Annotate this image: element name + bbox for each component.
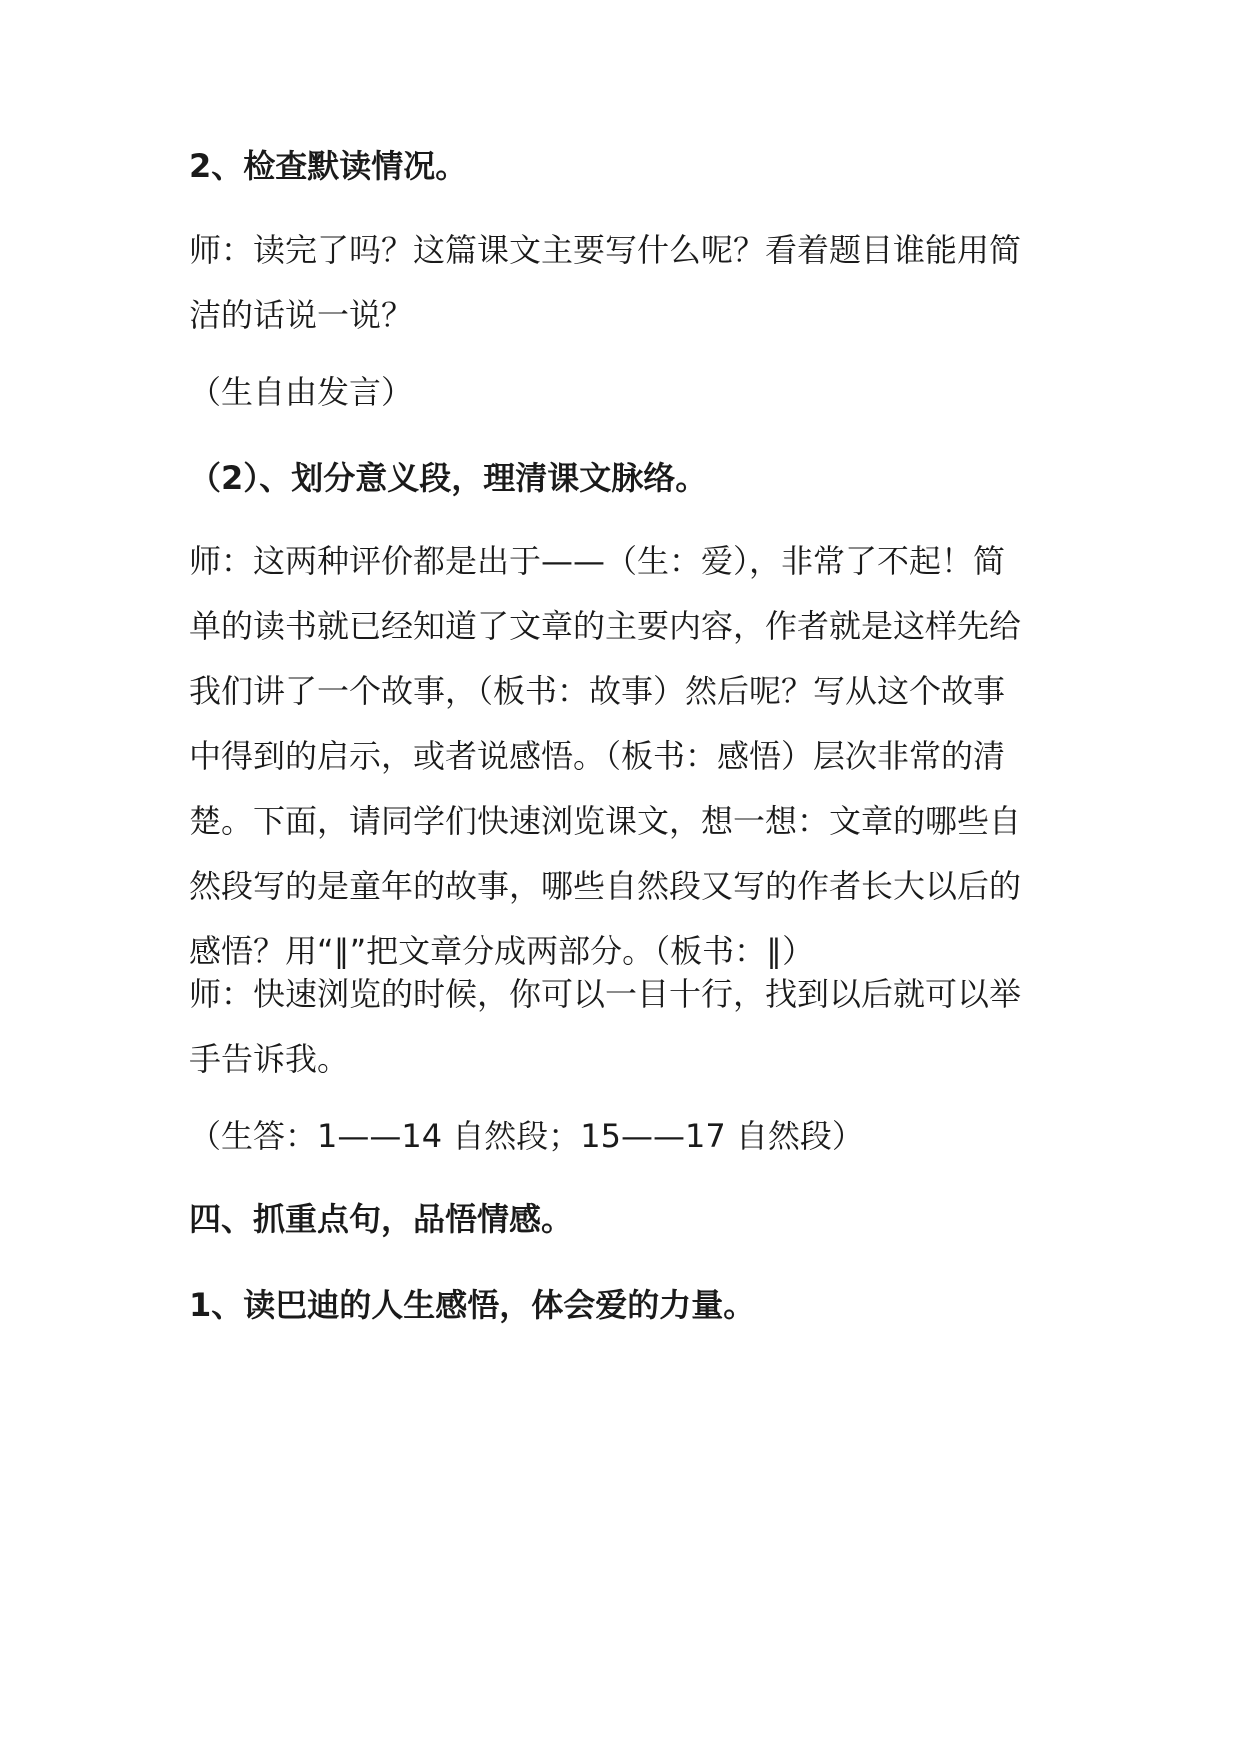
paragraph-line: 单的读书就已经知道了文章的主要内容，作者就是这样先给 bbox=[189, 607, 1022, 645]
teacher-question-1-line: 洁的话说一说？ bbox=[189, 296, 414, 334]
teacher-question-1 bbox=[189, 218, 1069, 348]
paragraph-line: 感悟？用“∥”把文章分成两部分。（板书：∥） bbox=[189, 932, 815, 970]
paragraph-line: 师：这两种评价都是出于——（生：爱），非常了不起！简 bbox=[189, 542, 1006, 580]
paragraph-line: 楚。下面，请同学们快速浏览课文，想一想：文章的哪些自 bbox=[189, 802, 1022, 840]
paragraph-line: 中得到的启示，或者说感悟。（板书：感悟）层次非常的清 bbox=[189, 737, 1006, 775]
teacher-question-1-line: 师：读完了吗？这篇课文主要写什么呢？看着题目谁能用简 bbox=[189, 231, 1022, 269]
heading-divide-paragraphs: （2）、划分意义段，理清课文脉络。 bbox=[189, 459, 708, 497]
teacher-paragraph-2 bbox=[189, 529, 1069, 984]
heading-read-badi: 1、读巴迪的人生感悟，体会爱的力量。 bbox=[189, 1286, 756, 1324]
student-answer: （生答：1——14 自然段；15——17 自然段） bbox=[189, 1117, 864, 1155]
paragraph-line: 然段写的是童年的故事，哪些自然段又写的作者长大以后的 bbox=[189, 867, 1022, 905]
teacher-paragraph-3 bbox=[189, 962, 1069, 1092]
paragraph-line: 手告诉我。 bbox=[189, 1040, 350, 1078]
student-free-speech: （生自由发言） bbox=[189, 373, 414, 411]
paragraph-line: 师：快速浏览的时候，你可以一目十行，找到以后就可以举 bbox=[189, 975, 1022, 1013]
paragraph-line: 我们讲了一个故事，（板书：故事）然后呢？写从这个故事 bbox=[189, 672, 1006, 710]
heading-section-four: 四、抓重点句，品悟情感。 bbox=[189, 1200, 574, 1238]
heading-check-reading: 2、检查默读情况。 bbox=[189, 147, 468, 185]
